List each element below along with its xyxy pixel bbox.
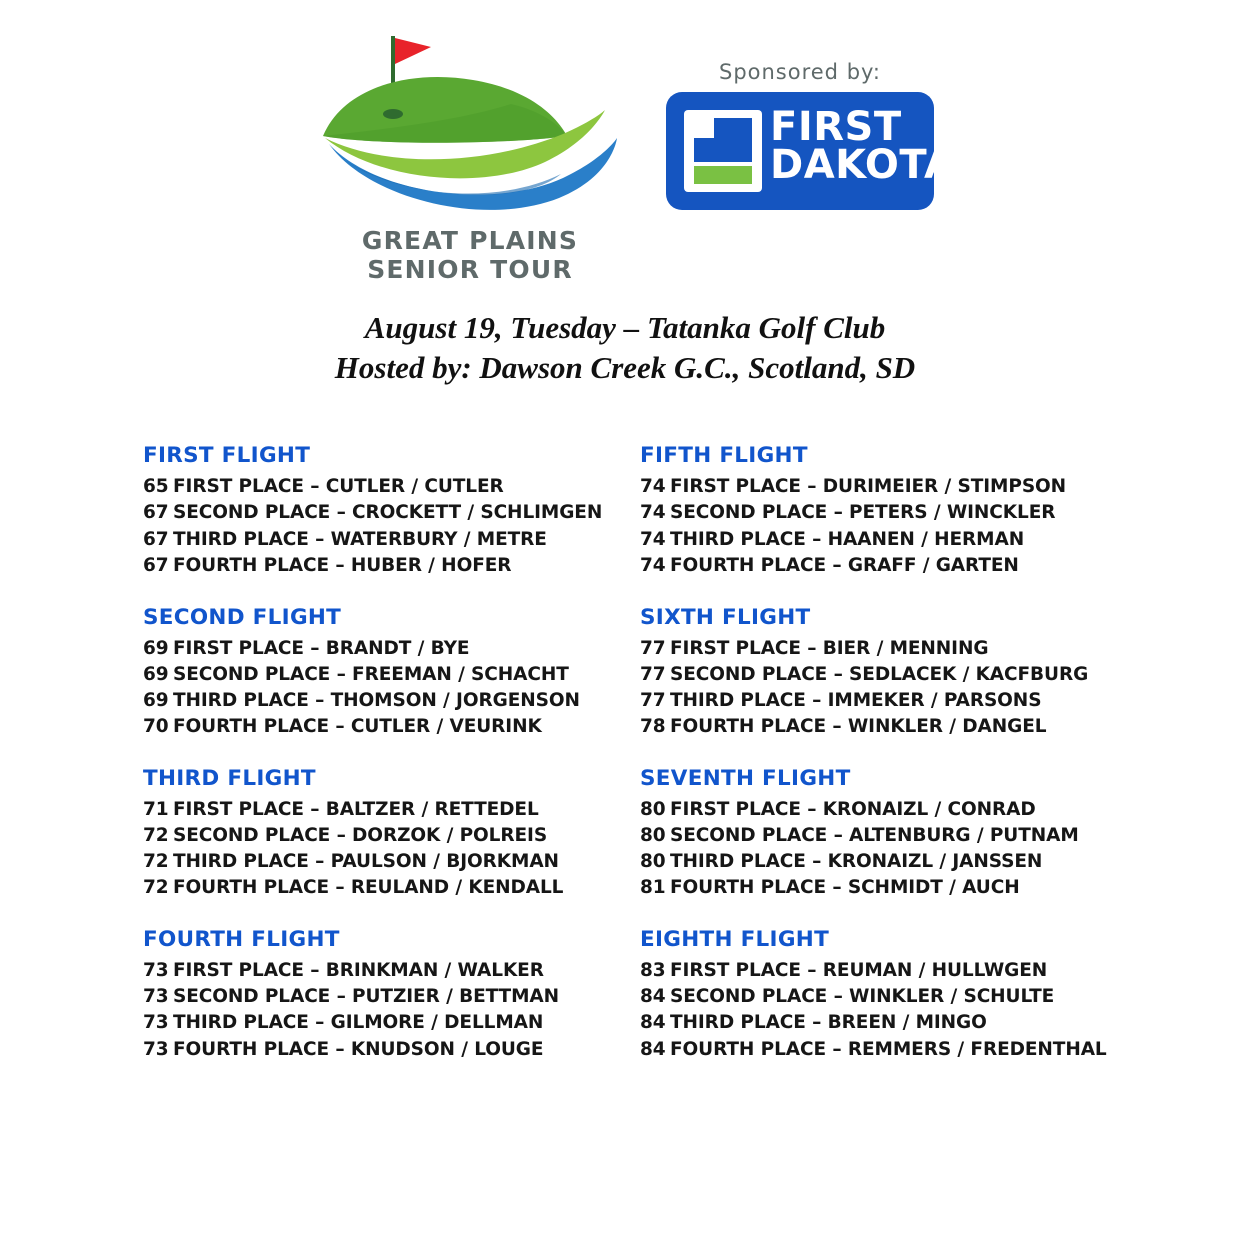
- flight-heading: FIFTH FLIGHT: [640, 443, 808, 469]
- result-score: 77: [640, 637, 666, 659]
- result-placement: FOURTH PLACE – REMMERS / FREDENTHAL: [670, 1038, 1107, 1060]
- result-row: [640, 1037, 1137, 1063]
- result-score: 84: [640, 1038, 666, 1060]
- result-row: [143, 1037, 640, 1063]
- result-placement: THIRD PLACE – IMMEKER / PARSONS: [670, 689, 1042, 711]
- result-score: 73: [143, 986, 169, 1008]
- result-row: [143, 958, 640, 984]
- result-placement: SECOND PLACE – DORZOK / POLREIS: [173, 825, 548, 847]
- result-row: [143, 1010, 640, 1036]
- event-title: [0, 308, 1250, 387]
- result-placement: FIRST PLACE – BIER / MENNING: [670, 637, 989, 659]
- result-row: [640, 662, 1137, 688]
- result-score: 71: [143, 798, 169, 820]
- result-placement: THIRD PLACE – THOMSON / JORGENSON: [173, 689, 580, 711]
- first-dakota-logo: [666, 92, 956, 210]
- result-row: [143, 662, 640, 688]
- result-row: [640, 984, 1137, 1010]
- result-score: 73: [143, 1038, 169, 1060]
- result-placement: FIRST PLACE – CUTLER / CUTLER: [173, 476, 504, 498]
- flight-group: [143, 927, 640, 1062]
- result-row: [640, 797, 1137, 823]
- flight-group: [143, 443, 640, 578]
- result-row: [143, 553, 640, 579]
- result-row: [640, 553, 1137, 579]
- result-score: 69: [143, 689, 169, 711]
- result-score: 80: [640, 825, 666, 847]
- golf-green-logo-icon: [305, 18, 635, 223]
- result-score: 74: [640, 476, 666, 498]
- result-placement: SECOND PLACE – PETERS / WINCKLER: [670, 502, 1056, 524]
- result-row: [143, 984, 640, 1010]
- sponsored-by-label: Sponsored by:: [718, 60, 881, 84]
- result-placement: SECOND PLACE – PUTZIER / BETTMAN: [173, 986, 559, 1008]
- flight-group: [640, 605, 1137, 740]
- result-score: 80: [640, 851, 666, 873]
- result-placement: FOURTH PLACE – WINKLER / DANGEL: [670, 715, 1047, 737]
- result-placement: THIRD PLACE – GILMORE / DELLMAN: [173, 1012, 544, 1034]
- result-placement: SECOND PLACE – WINKLER / SCHULTE: [670, 986, 1055, 1008]
- result-score: 77: [640, 663, 666, 685]
- result-placement: FIRST PLACE – KRONAIZL / CONRAD: [670, 798, 1036, 820]
- result-placement: FOURTH PLACE – HUBER / HOFER: [173, 554, 512, 576]
- result-placement: FIRST PLACE – BALTZER / RETTEDEL: [173, 798, 539, 820]
- event-title-line2: Hosted by: Dawson Creek G.C., Scotland, SD: [334, 349, 916, 385]
- flight-heading: EIGHTH FLIGHT: [640, 927, 830, 953]
- result-placement: FOURTH PLACE – GRAFF / GARTEN: [670, 554, 1019, 576]
- result-row: [143, 823, 640, 849]
- result-score: 72: [143, 825, 169, 847]
- result-row: [640, 500, 1137, 526]
- flight-heading: THIRD FLIGHT: [143, 765, 316, 791]
- flight-heading: SEVENTH FLIGHT: [640, 765, 851, 791]
- result-score: 78: [640, 715, 666, 737]
- result-score: 74: [640, 502, 666, 524]
- result-placement: FOURTH PLACE – REULAND / KENDALL: [173, 877, 564, 899]
- result-row: [143, 636, 640, 662]
- result-score: 84: [640, 1012, 666, 1034]
- result-row: [640, 875, 1137, 901]
- result-placement: THIRD PLACE – KRONAIZL / JANSSEN: [670, 851, 1043, 873]
- first-dakota-mark-icon: [684, 110, 762, 192]
- result-row: [143, 714, 640, 740]
- result-row: [143, 875, 640, 901]
- result-score: 80: [640, 798, 666, 820]
- result-placement: SECOND PLACE – FREEMAN / SCHACHT: [173, 663, 569, 685]
- great-plains-senior-tour-logo: [305, 18, 635, 284]
- result-placement: FOURTH PLACE – CUTLER / VEURINK: [173, 715, 542, 737]
- result-score: 77: [640, 689, 666, 711]
- result-score: 72: [143, 877, 169, 899]
- flight-group: [640, 443, 1137, 578]
- result-placement: FIRST PLACE – REUMAN / HULLWGEN: [670, 960, 1048, 982]
- sponsor-name-line2: DAKOTA: [770, 142, 956, 189]
- result-placement: FIRST PLACE – BRANDT / BYE: [173, 637, 470, 659]
- result-row: [143, 474, 640, 500]
- result-row: [640, 527, 1137, 553]
- page-header: [0, 0, 1250, 284]
- result-placement: THIRD PLACE – PAULSON / BJORKMAN: [173, 851, 559, 873]
- result-row: [640, 958, 1137, 984]
- result-placement: THIRD PLACE – BREEN / MINGO: [670, 1012, 987, 1034]
- result-row: [640, 1010, 1137, 1036]
- result-placement: FIRST PLACE – DURIMEIER / STIMPSON: [670, 476, 1067, 498]
- results-column: [143, 443, 640, 1062]
- sponsor-name-line1: FIRST: [770, 104, 902, 150]
- result-score: 69: [143, 637, 169, 659]
- logo-wordmark: GREAT PLAINS SENIOR TOUR: [361, 226, 579, 284]
- result-row: [143, 849, 640, 875]
- flight-group: [640, 766, 1137, 901]
- result-placement: THIRD PLACE – HAANEN / HERMAN: [670, 528, 1025, 550]
- result-placement: FOURTH PLACE – KNUDSON / LOUGE: [173, 1038, 544, 1060]
- result-score: 81: [640, 877, 666, 899]
- results-columns: [0, 443, 1250, 1062]
- result-score: 65: [143, 476, 169, 498]
- result-score: 73: [143, 1012, 169, 1034]
- result-score: 67: [143, 554, 169, 576]
- flight-heading: SIXTH FLIGHT: [640, 604, 811, 630]
- result-score: 73: [143, 960, 169, 982]
- result-row: [143, 500, 640, 526]
- sponsor-block: [655, 60, 956, 210]
- flight-heading: FOURTH FLIGHT: [143, 927, 340, 953]
- flight-group: [143, 766, 640, 901]
- result-placement: SECOND PLACE – SEDLACEK / KACFBURG: [670, 663, 1089, 685]
- result-row: [640, 688, 1137, 714]
- result-row: [143, 688, 640, 714]
- flight-heading: SECOND FLIGHT: [143, 604, 342, 630]
- result-placement: SECOND PLACE – CROCKETT / SCHLIMGEN: [173, 502, 603, 524]
- result-score: 83: [640, 960, 666, 982]
- result-score: 74: [640, 528, 666, 550]
- result-score: 69: [143, 663, 169, 685]
- flight-heading: FIRST FLIGHT: [143, 443, 311, 469]
- result-placement: FIRST PLACE – BRINKMAN / WALKER: [173, 960, 544, 982]
- result-row: [640, 823, 1137, 849]
- result-row: [143, 797, 640, 823]
- result-placement: FOURTH PLACE – SCHMIDT / AUCH: [670, 877, 1020, 899]
- results-column: [640, 443, 1137, 1062]
- flight-group: [143, 605, 640, 740]
- result-row: [640, 849, 1137, 875]
- result-row: [640, 714, 1137, 740]
- event-title-line1: August 19, Tuesday – Tatanka Golf Club: [364, 310, 886, 345]
- result-score: 74: [640, 554, 666, 576]
- result-score: 72: [143, 851, 169, 873]
- result-score: 70: [143, 715, 169, 737]
- result-placement: SECOND PLACE – ALTENBURG / PUTNAM: [670, 825, 1079, 847]
- result-score: 84: [640, 986, 666, 1008]
- flight-group: [640, 927, 1137, 1062]
- result-row: [143, 527, 640, 553]
- result-score: 67: [143, 502, 169, 524]
- result-placement: THIRD PLACE – WATERBURY / METRE: [173, 528, 547, 550]
- result-score: 67: [143, 528, 169, 550]
- result-row: [640, 474, 1137, 500]
- result-row: [640, 636, 1137, 662]
